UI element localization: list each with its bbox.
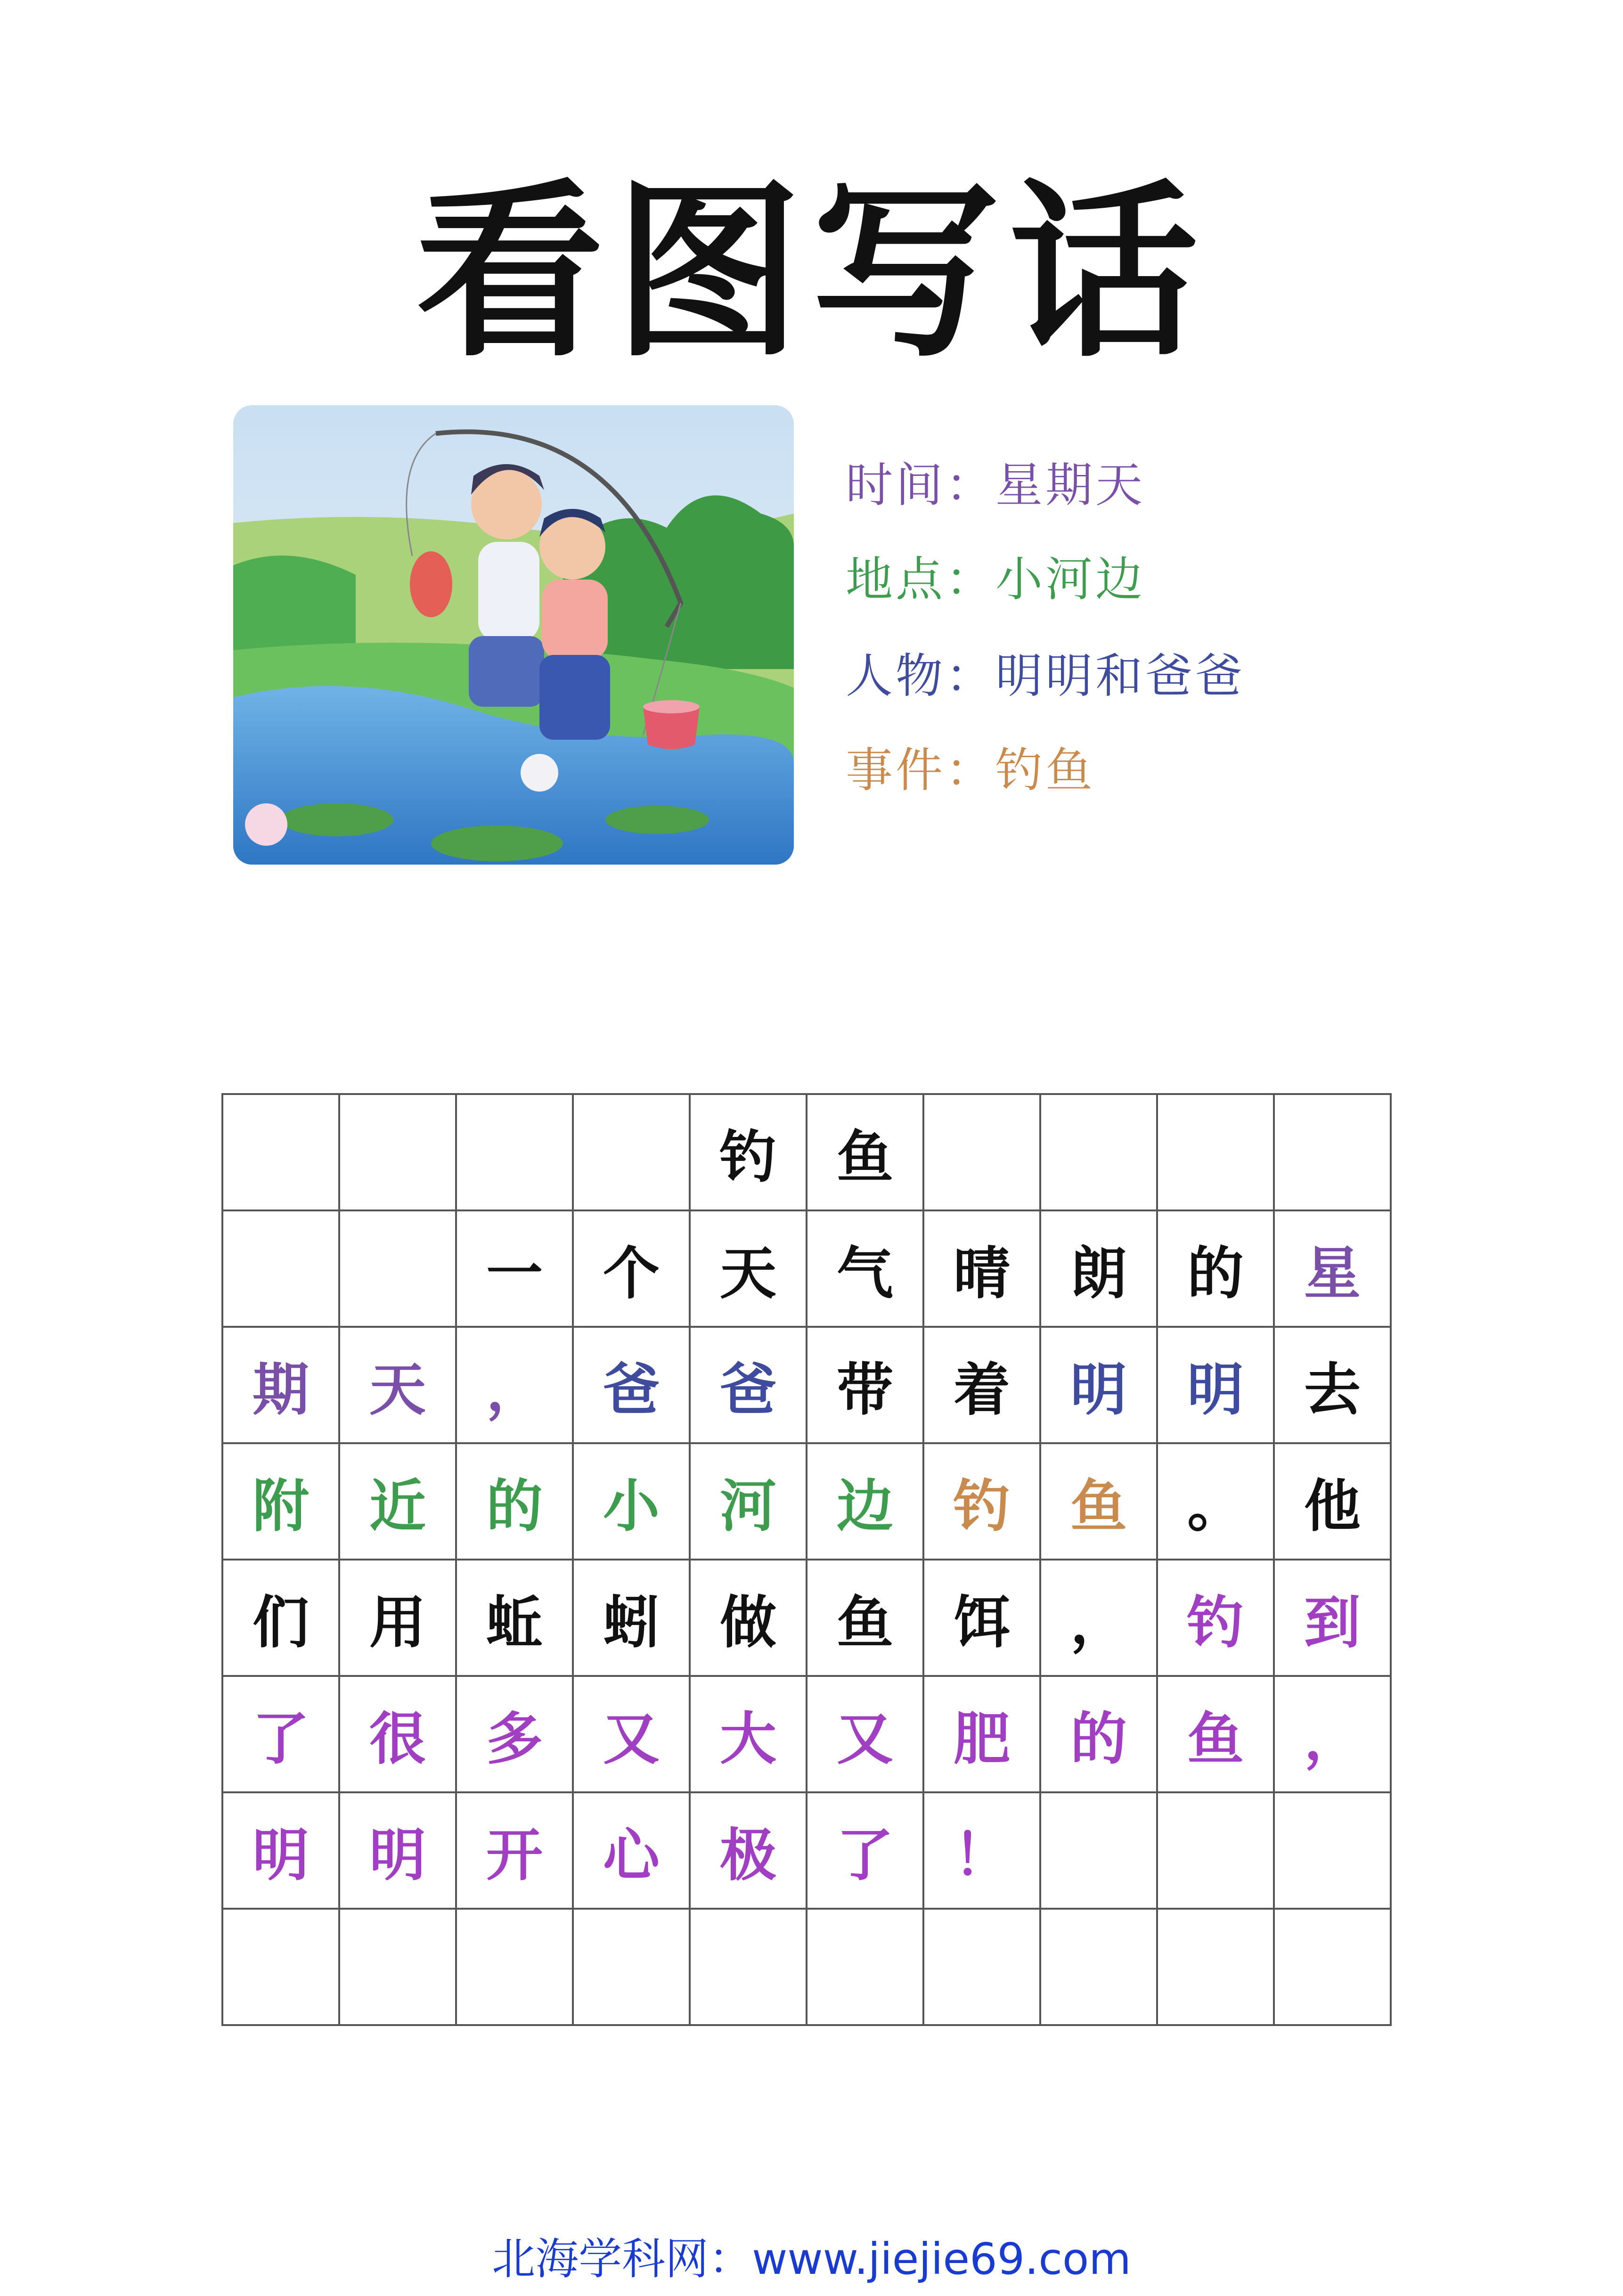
father-and-son-fishing-by-river-illustration: [233, 405, 794, 865]
grid-cell: 做: [691, 1561, 807, 1677]
grid-cell: [457, 1910, 574, 2026]
grid-cell: 开: [457, 1793, 574, 1910]
grid-cell: 期: [223, 1328, 340, 1444]
grid-cell: 鱼: [1158, 1677, 1275, 1793]
grid-cell: 心: [574, 1793, 691, 1910]
grid-cell: 朗: [1041, 1211, 1158, 1328]
grid-cell: [924, 1095, 1041, 1211]
grid-cell: 气: [807, 1211, 924, 1328]
grid-cell: 的: [1158, 1211, 1275, 1328]
grid-cell: [223, 1095, 340, 1211]
grid-cell: [1275, 1793, 1392, 1910]
grid-cell: 。: [1158, 1444, 1275, 1561]
grid-cell: 河: [691, 1444, 807, 1561]
grid-cell: 了: [223, 1677, 340, 1793]
grid-cell: 大: [691, 1677, 807, 1793]
grid-cell: 饵: [924, 1561, 1041, 1677]
grid-cell: 鱼: [1041, 1444, 1158, 1561]
grid-cell: 附: [223, 1444, 340, 1561]
grid-cell: ！: [924, 1793, 1041, 1910]
grid-cell: 爸: [574, 1328, 691, 1444]
grid-cell: 钓: [924, 1444, 1041, 1561]
grid-cell: 边: [807, 1444, 924, 1561]
grid-cell: ，: [457, 1328, 574, 1444]
info-people-label: 人物：: [846, 648, 995, 703]
grid-cell: [340, 1910, 457, 2026]
info-place-label: 地点：: [846, 552, 995, 607]
fishing-illustration: [233, 405, 794, 865]
grid-cell: 明: [1158, 1328, 1275, 1444]
grid-cell: 明: [223, 1793, 340, 1910]
grid-cell: 星: [1275, 1211, 1392, 1328]
grid-cell: 们: [223, 1561, 340, 1677]
grid-cell: 爸: [691, 1328, 807, 1444]
grid-cell: 钓: [1158, 1561, 1275, 1677]
grid-cell: [223, 1211, 340, 1328]
grid-cell: [1158, 1095, 1275, 1211]
grid-cell: [340, 1095, 457, 1211]
grid-cell: 天: [691, 1211, 807, 1328]
info-time-value: 星期天: [995, 458, 1145, 513]
grid-cell: 明: [1041, 1328, 1158, 1444]
grid-cell: [574, 1095, 691, 1211]
grid-cell: 蚯: [457, 1561, 574, 1677]
grid-cell: [1041, 1095, 1158, 1211]
grid-cell: 近: [340, 1444, 457, 1561]
writing-grid: [221, 1093, 1392, 2026]
grid-cell: [807, 1910, 924, 2026]
grid-cell: 去: [1275, 1328, 1392, 1444]
grid-cell: 钓: [691, 1095, 807, 1211]
info-place: [846, 551, 1145, 608]
grid-cell: 着: [924, 1328, 1041, 1444]
grid-cell: 了: [807, 1793, 924, 1910]
grid-cell: 的: [457, 1444, 574, 1561]
grid-cell: 蚓: [574, 1561, 691, 1677]
grid-cell: 又: [574, 1677, 691, 1793]
grid-cell: ，: [1275, 1677, 1392, 1793]
grid-cell: [223, 1910, 340, 2026]
grid-cell: 个: [574, 1211, 691, 1328]
grid-cell: 的: [1041, 1677, 1158, 1793]
grid-cell: 鱼: [807, 1095, 924, 1211]
info-event-label: 事件：: [846, 743, 995, 798]
grid-cell: [1158, 1793, 1275, 1910]
grid-cell: 明: [340, 1793, 457, 1910]
grid-cell: [1041, 1910, 1158, 2026]
grid-cell: [1275, 1095, 1392, 1211]
grid-cell: 多: [457, 1677, 574, 1793]
info-place-value: 小河边: [995, 552, 1145, 607]
info-event: [846, 742, 1095, 799]
grid-cell: 小: [574, 1444, 691, 1561]
grid-cell: 他: [1275, 1444, 1392, 1561]
grid-cell: 一: [457, 1211, 574, 1328]
grid-cell: 带: [807, 1328, 924, 1444]
grid-cell: 晴: [924, 1211, 1041, 1328]
info-event-value: 钓鱼: [995, 743, 1095, 798]
grid-cell: ，: [1041, 1561, 1158, 1677]
grid-cell: [1041, 1793, 1158, 1910]
footer-watermark: 北海学科网：www.jiejie69.com: [492, 2234, 1131, 2284]
grid-cell: [457, 1095, 574, 1211]
grid-cell: 用: [340, 1561, 457, 1677]
grid-cell: [574, 1910, 691, 2026]
grid-cell: 又: [807, 1677, 924, 1793]
grid-cell: 极: [691, 1793, 807, 1910]
info-time: [846, 457, 1145, 514]
grid-cell: 到: [1275, 1561, 1392, 1677]
info-people: [846, 648, 1245, 704]
grid-cell: 很: [340, 1677, 457, 1793]
grid-cell: 鱼: [807, 1561, 924, 1677]
info-time-label: 时间：: [846, 458, 995, 513]
grid-cell: [1158, 1910, 1275, 2026]
grid-cell: [924, 1910, 1041, 2026]
grid-cell: [1275, 1910, 1392, 2026]
grid-cell: 肥: [924, 1677, 1041, 1793]
grid-cell: [340, 1211, 457, 1328]
info-people-value: 明明和爸爸: [995, 648, 1245, 703]
grid-cell: [691, 1910, 807, 2026]
page-title: 看图写话: [416, 163, 1207, 383]
grid-cell: 天: [340, 1328, 457, 1444]
